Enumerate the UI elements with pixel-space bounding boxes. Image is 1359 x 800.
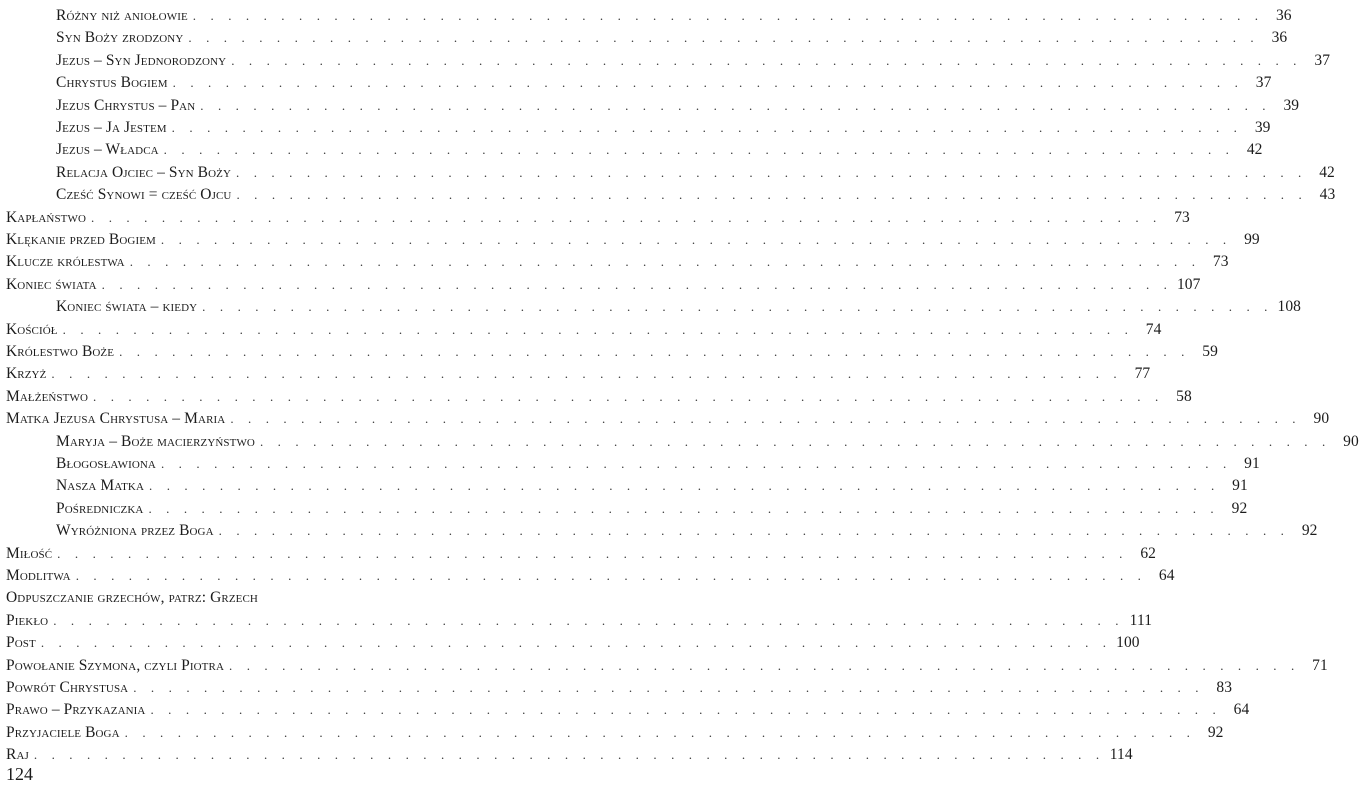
dot-leader: . . . . . . . . . . . . . . . . . . . . . . . . . . . . . . . . . . . . . . . . . . . . . . . . . . . . . . . . . . . . . — [236, 164, 1307, 180]
index-entry-page: 90 — [1343, 432, 1359, 450]
dot-leader: . . . . . . . . . . . . . . . . . . . . . . . . . . . . . . . . . . . . . . . . . . . . . . . . . . . . . . . . . . . . . — [171, 120, 1243, 135]
index-entry-page: 92 — [1231, 499, 1248, 517]
index-entry-page: 64 — [1233, 701, 1250, 719]
index-entry — [6, 363, 1151, 385]
index-entry — [6, 408, 1330, 430]
dot-leader: . . . . . . . . . . . . . . . . . . . . . . . . . . . . . . . . . . . . . . . . . . . . . . . . . . . . . . . . . . . . . — [62, 321, 1134, 337]
index-entry-page: 42 — [1319, 163, 1335, 181]
dot-leader: . . . . . . . . . . . . . . . . . . . . . . . . . . . . . . . . . . . . . . . . . . . . . . . . . . . . . . . . . . . . . — [53, 612, 1125, 628]
index-entry-label: Jezus Chrystus – Pan — [56, 96, 196, 114]
dot-leader: . . . . . . . . . . . . . . . . . . . . . . . . . . . . . . . . . . . . . . . . . . . . . . . . . . . . . . . . . . . . . — [160, 232, 1232, 247]
index-entry-page: 62 — [1140, 544, 1157, 562]
index-entry-label: Post — [6, 634, 36, 652]
index-entry — [6, 319, 1162, 341]
index-entry-page: 58 — [1176, 387, 1192, 405]
index-entry-label: Odpuszczanie grzechów, patrz: Grzech — [6, 589, 258, 607]
index-entry — [56, 117, 1271, 139]
dot-leader: . . . . . . . . . . . . . . . . . . . . . . . . . . . . . . . . . . . . . . . . . . . . . . . . . . . . . . . . . . . . . — [57, 545, 1129, 561]
dot-leader: . . . . . . . . . . . . . . . . . . . . . . . . . . . . . . . . . . . . . . . . . . . . . . . . . . . . . . . . . . . . . — [231, 52, 1303, 68]
dot-leader: . . . . . . . . . . . . . . . . . . . . . . . . . . . . . . . . . . . . . . . . . . . . . . . . . . . . . . . . . . . . . — [75, 568, 1147, 583]
index-entry — [56, 296, 1302, 318]
index-entry-label: Jezus – Władca — [56, 141, 159, 159]
index-entry-label: Przyjaciele Boga — [6, 723, 120, 741]
index-entry-page: 111 — [1129, 611, 1153, 629]
index-entry-page: 43 — [1319, 186, 1336, 204]
index-entry-page: 77 — [1134, 365, 1151, 383]
index-entry-page: 39 — [1254, 119, 1271, 136]
index-entry-label: Chrystus Bogiem — [56, 74, 168, 92]
index-entry-label: Jezus – Ja Jestem — [56, 119, 167, 136]
index-entry-page: 39 — [1283, 96, 1300, 114]
index-entry-label: Małżeństwo — [6, 387, 88, 405]
index-entry-page: 42 — [1246, 141, 1263, 159]
index-entry-page: 90 — [1313, 410, 1330, 428]
index-entry — [56, 520, 1318, 542]
dot-leader: . . . . . . . . . . . . . . . . . . . . . . . . . . . . . . . . . . . . . . . . . . . . . . . . . . . . . . . . . . . . . — [163, 142, 1235, 158]
index-entry-page: 36 — [1271, 29, 1288, 47]
dot-leader: . . . . . . . . . . . . . . . . . . . . . . . . . . . . . . . . . . . . . . . . . . . . . . . . . . . . . . . . . . . . . — [236, 187, 1308, 203]
dot-leader: . . . . . . . . . . . . . . . . . . . . . . . . . . . . . . . . . . . . . . . . . . . . . . . . . . . . . . . . . . . . . — [51, 366, 1123, 382]
index-entry-label: Pośredniczka — [56, 499, 144, 517]
dot-leader: . . . . . . . . . . . . . . . . . . . . . . . . . . . . . . . . . . . . . . . . . . . . . . . . . . . . . . . . . . . . . — [218, 523, 1290, 539]
index-entry-label: Syn Boży zrodzony — [56, 29, 184, 47]
index-entry-label: Klękanie przed Bogiem — [6, 231, 156, 248]
index-entry-label: Koniec świata — [6, 275, 97, 293]
dot-leader: . . . . . . . . . . . . . . . . . . . . . . . . . . . . . . . . . . . . . . . . . . . . . . . . . . . . . . . . . . . . . — [202, 299, 1274, 315]
index-entry — [56, 27, 1288, 49]
index-entry-page: 36 — [1275, 7, 1292, 24]
index-entry — [56, 498, 1248, 520]
dot-leader: . . . . . . . . . . . . . . . . . . . . . . . . . . . . . . . . . . . . . . . . . . . . . . . . . . . . . . . . . . . . . — [148, 500, 1220, 516]
index-entry — [56, 162, 1335, 184]
index-entry-page: 100 — [1116, 634, 1140, 652]
index-entry — [56, 431, 1359, 453]
index-entry-page: 91 — [1244, 455, 1260, 472]
index-entry — [6, 386, 1192, 408]
index-entry — [56, 453, 1260, 475]
index-entry-label: Królestwo Boże — [6, 343, 115, 360]
dot-leader: . . . . . . . . . . . . . . . . . . . . . . . . . . . . . . . . . . . . . . . . . . . . . . . . . . . . . . . . . . . . . — [188, 30, 1260, 46]
index-entry-page: 73 — [1174, 208, 1190, 226]
index-entry-page: 92 — [1207, 723, 1224, 741]
index-entry-label: Prawo – Przykazania — [6, 701, 146, 719]
index-entry-label: Powrót Chrystusa — [6, 679, 129, 696]
dot-leader: . . . . . . . . . . . . . . . . . . . . . . . . . . . . . . . . . . . . . . . . . . . . . . . . . . . . . . . . . . . . . — [230, 411, 1302, 427]
index-entry-page: 108 — [1277, 298, 1302, 316]
index-entry-label: Miłość — [6, 544, 53, 562]
index-entry — [6, 543, 1157, 565]
index-entry-label: Powołanie Szymona, czyli Piotra — [6, 656, 224, 674]
index-entry-page: 114 — [1109, 746, 1133, 764]
index-entry-page: 37 — [1314, 51, 1331, 69]
index-entry — [6, 722, 1224, 744]
index-entry — [56, 72, 1272, 94]
dot-leader: . . . . . . . . . . . . . . . . . . . . . . . . . . . . . . . . . . . . . . . . . . . . . . . . . . . . . . . . . . . . . — [124, 724, 1196, 740]
index-entry — [6, 251, 1229, 273]
dot-leader: . . . . . . . . . . . . . . . . . . . . . . . . . . . . . . . . . . . . . . . . . . . . . . . . . . . . . . . . . . . . . — [150, 702, 1222, 718]
index-entry-page: 73 — [1212, 253, 1229, 271]
index-entry — [56, 475, 1248, 497]
index-entry — [56, 5, 1292, 27]
index-entry — [6, 699, 1250, 721]
index-entry — [56, 50, 1331, 72]
index-entry-label: Maryja – Boże macierzyństwo — [56, 432, 255, 450]
index-entry-page: 91 — [1232, 477, 1248, 495]
index-entry — [6, 655, 1328, 677]
index-entry-label: Cześć Synowi = cześć Ojcu — [56, 186, 232, 204]
index-entry-page: 71 — [1312, 656, 1328, 674]
index-entry-label: Modlitwa — [6, 567, 71, 584]
index-entry-label: Nasza Matka — [56, 477, 145, 495]
index-entry — [6, 229, 1260, 251]
dot-leader: . . . . . . . . . . . . . . . . . . . . . . . . . . . . . . . . . . . . . . . . . . . . . . . . . . . . . . . . . . . . . — [33, 747, 1105, 763]
index-entry — [56, 95, 1300, 117]
index-entry — [6, 587, 419, 609]
index-entry — [6, 207, 1190, 229]
index-entry-page: 37 — [1255, 74, 1272, 92]
dot-leader: . . . . . . . . . . . . . . . . . . . . . . . . . . . . . . . . . . . . . . . . . . . . . . . . . . . . . . . . . . . . . — [93, 388, 1164, 404]
index-entry-page: 107 — [1176, 275, 1201, 293]
dot-leader: . . . . . . . . . . . . . . . . . . . . . . . . . . . . . . . . . . . . . . . . . . . . . . . . . . . . . . . . . . . . . — [229, 657, 1300, 673]
index-entry-page: 99 — [1244, 231, 1260, 248]
index-entry-label: Piekło — [6, 611, 49, 629]
index-entry-label: Raj — [6, 746, 29, 764]
index-entry-page: 74 — [1145, 320, 1162, 338]
index-entry-page: 64 — [1158, 567, 1175, 584]
index-entry-label: Relacja Ojciec – Syn Boży — [56, 163, 232, 181]
index-entry-label: Różny niż aniołowie — [56, 7, 188, 24]
index-entry — [56, 184, 1336, 206]
index-entry — [6, 610, 1153, 632]
dot-leader: . . . . . . . . . . . . . . . . . . . . . . . . . . . . . . . . . . . . . . . . . . . . . . . . . . . . . . . . . . . . . — [200, 97, 1272, 113]
dot-leader: . . . . . . . . . . . . . . . . . . . . . . . . . . . . . . . . . . . . . . . . . . . . . . . . . . . . . . . . . . . . . — [133, 680, 1205, 695]
index-entry-label: Wyróżniona przez Boga — [56, 522, 214, 540]
page-number: 124 — [6, 764, 33, 784]
index-entry — [56, 139, 1263, 161]
index-entry-label: Kościół — [6, 320, 58, 338]
index-entry — [6, 632, 1140, 654]
index-entry — [6, 341, 1218, 363]
index-entry-label: Kapłaństwo — [6, 208, 87, 226]
dot-leader: . . . . . . . . . . . . . . . . . . . . . . . . . . . . . . . . . . . . . . . . . . . . . . . . . . . . . . . . . . . . . — [101, 276, 1173, 292]
index-entry-page: 59 — [1202, 343, 1218, 360]
dot-leader: . . . . . . . . . . . . . . . . . . . . . . . . . . . . . . . . . . . . . . . . . . . . . . . . . . . . . . . . . . . . . — [160, 456, 1232, 471]
index-entry — [6, 274, 1201, 296]
dot-leader: . . . . . . . . . . . . . . . . . . . . . . . . . . . . . . . . . . . . . . . . . . . . . . . . . . . . . . . . . . . . . — [172, 75, 1244, 91]
index-entry — [6, 677, 1233, 699]
index-entry-page: 83 — [1216, 679, 1233, 696]
dot-leader: . . . . . . . . . . . . . . . . . . . . . . . . . . . . . . . . . . . . . . . . . . . . . . . . . . . . . . . . . . . . . — [259, 433, 1331, 449]
dot-leader: . . . . . . . . . . . . . . . . . . . . . . . . . . . . . . . . . . . . . . . . . . . . . . . . . . . . . . . . . . . . . — [129, 254, 1201, 270]
index-entry-label: Matka Jezusa Chrystusa – Maria — [6, 410, 226, 428]
dot-leader: . . . . . . . . . . . . . . . . . . . . . . . . . . . . . . . . . . . . . . . . . . . . . . . . . . . . . . . . . . . . . — [149, 478, 1220, 494]
dot-leader: . . . . . . . . . . . . . . . . . . . . . . . . . . . . . . . . . . . . . . . . . . . . . . . . . . . . . . . . . . . . . — [192, 8, 1264, 23]
index-entry-label: Krzyż — [6, 365, 47, 383]
index-entry-label: Błogosławiona — [56, 455, 156, 472]
index-entry — [6, 744, 1133, 766]
dot-leader: . . . . . . . . . . . . . . . . . . . . . . . . . . . . . . . . . . . . . . . . . . . . . . . . . . . . . . . . . . . . . — [40, 635, 1112, 651]
index-entry-label: Jezus – Syn Jednorodzony — [56, 51, 227, 69]
index-entry-label: Koniec świata – kiedy — [56, 298, 198, 316]
dot-leader: . . . . . . . . . . . . . . . . . . . . . . . . . . . . . . . . . . . . . . . . . . . . . . . . . . . . . . . . . . . . . — [119, 344, 1190, 359]
index-entry-label: Klucze królestwa — [6, 253, 125, 271]
index-entry — [6, 565, 1175, 587]
index-entry-page: 92 — [1301, 522, 1318, 540]
dot-leader: . . . . . . . . . . . . . . . . . . . . . . . . . . . . . . . . . . . . . . . . . . . . . . . . . . . . . . . . . . . . . — [91, 209, 1162, 225]
